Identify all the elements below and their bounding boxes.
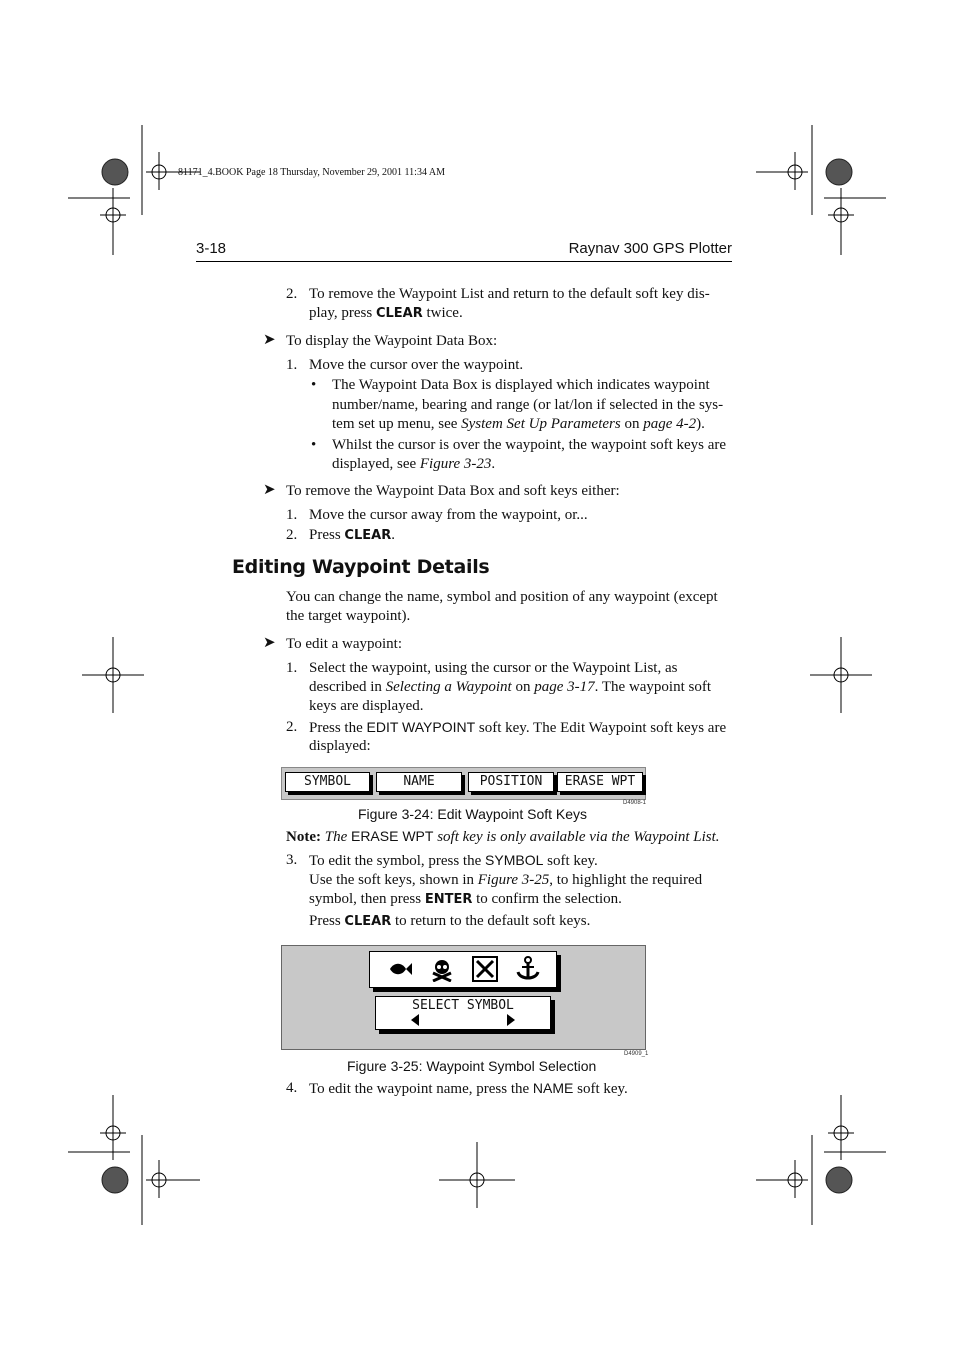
select-symbol-box bbox=[375, 996, 551, 1030]
symbol-row bbox=[369, 951, 557, 988]
step-text: displayed: bbox=[309, 738, 371, 754]
step-text: Press the EDIT WAYPOINT soft key. The Edit Waypoint soft keys are bbox=[309, 719, 727, 736]
bullet-dot: • bbox=[311, 437, 317, 453]
step-text-cont: play, press CLEAR twice. bbox=[309, 305, 463, 321]
step-number: 2. bbox=[286, 527, 298, 543]
procedure-arrow-icon: ➤ bbox=[263, 332, 276, 348]
softkey-name[interactable]: NAME bbox=[376, 772, 462, 792]
softkey-position[interactable]: POSITION bbox=[468, 772, 554, 792]
clear-key: CLEAR bbox=[375, 306, 423, 321]
bullet-text: The Waypoint Data Box is displayed which indicates waypoint bbox=[332, 377, 710, 393]
step-text: Move the cursor over the waypoint. bbox=[309, 357, 524, 373]
step-text: keys are displayed. bbox=[309, 698, 424, 714]
step-number: 1. bbox=[286, 357, 298, 373]
clear-key: CLEAR bbox=[344, 528, 392, 543]
step-text: To edit the waypoint name, press the NAME soft key. bbox=[309, 1080, 628, 1097]
step-text: symbol, then press ENTER to confirm the selection. bbox=[309, 891, 622, 907]
procedure-arrow-icon: ➤ bbox=[263, 635, 276, 651]
arrow-left-icon[interactable] bbox=[410, 1014, 420, 1026]
step-number: 2. bbox=[286, 286, 298, 302]
step-text: To remove the Waypoint List and return to the default soft key dis- bbox=[309, 286, 710, 302]
softkey-symbol[interactable]: SYMBOL bbox=[285, 772, 370, 792]
note: Note: The ERASE WPT soft key is only available via the Waypoint List. bbox=[286, 828, 720, 845]
figure-caption: Figure 3-24: Edit Waypoint Soft Keys bbox=[358, 806, 588, 822]
step-number: 1. bbox=[286, 507, 298, 523]
step-text: Press CLEAR. bbox=[309, 527, 395, 543]
figure-caption: Figure 3-25: Waypoint Symbol Selection bbox=[347, 1058, 597, 1074]
intro-text: the target waypoint). bbox=[286, 608, 411, 624]
intro-text: You can change the name, symbol and position of any waypoint (except bbox=[286, 589, 718, 605]
symbol-selection-panel bbox=[281, 945, 646, 1050]
procedure-heading: To edit a waypoint: bbox=[286, 636, 403, 652]
softkey-erase-wpt[interactable]: ERASE WPT bbox=[557, 772, 643, 792]
bullet-text: displayed, see Figure 3-23. bbox=[332, 456, 496, 472]
page-number: 3-18 bbox=[196, 240, 227, 257]
arrow-right-icon[interactable] bbox=[506, 1014, 516, 1026]
clear-key: CLEAR bbox=[344, 914, 392, 929]
procedure-arrow-icon: ➤ bbox=[263, 482, 276, 498]
header-rule bbox=[196, 261, 732, 262]
softkey-bar bbox=[281, 767, 646, 800]
step-text: Press CLEAR to return to the default soft keys. bbox=[309, 913, 591, 929]
enter-key: ENTER bbox=[424, 892, 473, 907]
fish-icon[interactable] bbox=[388, 961, 412, 977]
step-number: 4. bbox=[286, 1080, 298, 1096]
step-number: 2. bbox=[286, 719, 298, 735]
step-number: 3. bbox=[286, 852, 298, 868]
figure-ref: D4908-1 bbox=[623, 800, 647, 806]
cross-icon[interactable] bbox=[472, 956, 498, 982]
figure-ref: D4909_1 bbox=[624, 1051, 649, 1057]
select-symbol-label: SELECT SYMBOL bbox=[412, 998, 514, 1013]
bullet-dot: • bbox=[311, 377, 317, 393]
bullet-text: Whilst the cursor is over the waypoint, the waypoint soft keys are bbox=[332, 437, 727, 453]
step-text: To edit the symbol, press the SYMBOL soft key. bbox=[309, 852, 598, 869]
step-text: Select the waypoint, using the cursor or the Waypoint List, as bbox=[309, 660, 678, 676]
step-text: Move the cursor away from the waypoint, or... bbox=[309, 507, 588, 523]
procedure-heading: To remove the Waypoint Data Box and soft keys either: bbox=[286, 483, 620, 499]
skull-crossbones-icon[interactable] bbox=[430, 958, 454, 982]
step-text: described in Selecting a Waypoint on page 3-17. The waypoint soft bbox=[309, 679, 712, 695]
step-number: 1. bbox=[286, 660, 298, 676]
section-title: Editing Waypoint Details bbox=[232, 556, 490, 578]
bullet-text: number/name, bearing and range (or lat/lon if selected in the sys- bbox=[332, 397, 724, 413]
book-info: 81171_4.BOOK Page 18 Thursday, November 29, 2001 11:34 AM bbox=[178, 167, 446, 178]
step-text: Use the soft keys, shown in Figure 3-25, to highlight the required bbox=[309, 872, 703, 888]
procedure-heading: To display the Waypoint Data Box: bbox=[286, 333, 498, 349]
anchor-icon[interactable] bbox=[516, 956, 540, 982]
bullet-text: tem set up menu, see System Set Up Parameters on page 4-2). bbox=[332, 416, 705, 432]
running-title: Raynav 300 GPS Plotter bbox=[568, 240, 732, 257]
